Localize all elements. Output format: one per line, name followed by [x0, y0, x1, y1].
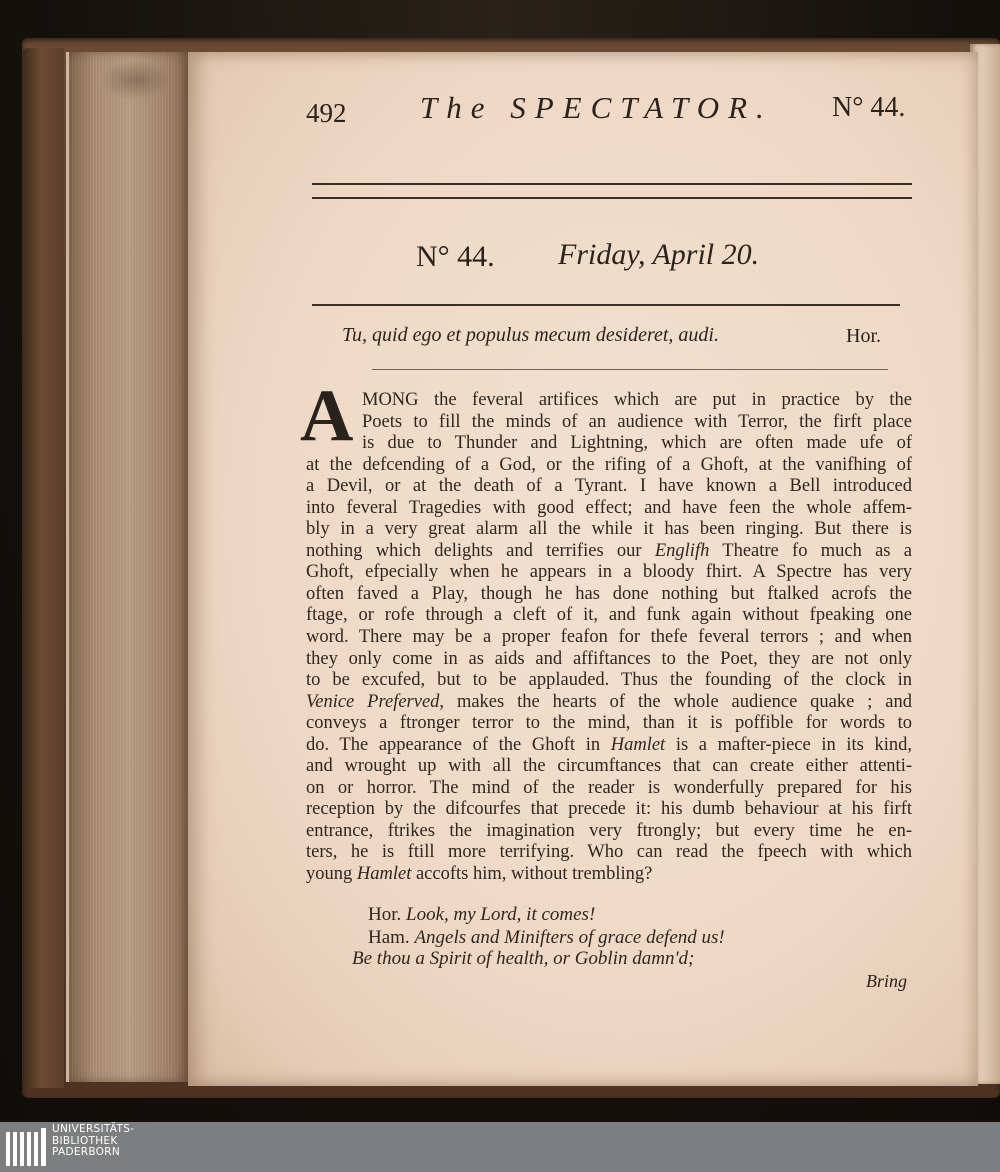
- issue-date: Friday, April 20.: [558, 238, 760, 271]
- body-line: Ghoft, efpecially when he appears in a bloody fhirt. A Spectre has very: [306, 562, 912, 583]
- verse-line: [368, 904, 595, 926]
- page-edges: [66, 52, 190, 1082]
- verse-text: Angels and Minifters of grace defend us!: [414, 927, 725, 948]
- motto-rule: [372, 369, 888, 370]
- body-line: nothing which delights and terrifies our Englifh Theatre fo much as a: [306, 540, 912, 561]
- body-line: is due to Thunder and Lightning, which are often made ufe of: [362, 433, 912, 454]
- article-body: [306, 390, 912, 886]
- drop-cap: A: [300, 375, 354, 457]
- body-line: they only come in as aids and affiftances to the Poet, they are not only: [306, 648, 912, 669]
- library-name-line: BIBLIOTHEK: [52, 1134, 118, 1147]
- body-line: often faved a Play, though he has done nothing but ftalked acrofs the: [306, 583, 912, 604]
- library-name: [52, 1124, 134, 1159]
- issue-number: N° 44.: [416, 240, 495, 273]
- body-line: reception by the difcourfes that precede it: his dumb behaviour at his firft: [306, 799, 912, 820]
- body-line: Venice Preferved, makes the hearts of the whole audience quake ; and: [306, 691, 912, 712]
- running-title: The SPECTATOR.: [420, 90, 773, 125]
- header-rule-top: [312, 183, 912, 185]
- library-footer: [0, 1122, 1000, 1172]
- stain: [100, 60, 170, 100]
- body-line: on or horror. The mind of the reader is wonderfully prepared for his: [306, 777, 912, 798]
- verse-line: [352, 948, 694, 970]
- body-line: word. There may be a proper feafon for thefe feveral terrors ; and when: [306, 627, 912, 648]
- verse-speaker: Ham.: [368, 927, 410, 948]
- body-line: do. The appearance of the Ghoft in Hamlet is a mafter-piece in its kind,: [306, 734, 912, 755]
- body-line: a Devil, or at the death of a Tyrant. I have known a Bell introduced: [306, 476, 912, 497]
- catchword: Bring: [866, 971, 908, 991]
- running-issue-number: N° 44.: [832, 92, 906, 123]
- motto-source: Hor.: [846, 325, 881, 347]
- body-line: young Hamlet accofts him, without trembling?: [306, 864, 653, 885]
- verse-speaker: Hor.: [368, 904, 402, 925]
- body-line: into feveral Tragedies with good effect; and have feen the whole affem-: [306, 497, 912, 518]
- verse-text: Look, my Lord, it comes!: [406, 904, 596, 925]
- verse-text: Be thou a Spirit of health, or Goblin damn'd;: [352, 948, 695, 969]
- body-line: Poets to fill the minds of an audience with Terror, the firft place: [362, 411, 912, 432]
- library-name-line: PADERBORN: [52, 1146, 120, 1158]
- issue-rule: [312, 304, 900, 306]
- library-name-line: UNIVERSITÄTS-: [52, 1123, 135, 1135]
- body-line: conveys a ftronger terror to the mind, than it is poffible for words to: [306, 713, 912, 734]
- book-spine-edge: [22, 48, 64, 1088]
- body-line: and wrought up with all the circumftances that can create either attenti-: [306, 756, 912, 777]
- body-line: at the defcending of a God, or the rifing of a Ghoft, at the vanifhing of: [306, 454, 912, 475]
- header-rule-bottom: [312, 197, 912, 199]
- body-line: entrance, ftrikes the imagination very ftrongly; but every time he en-: [306, 820, 912, 841]
- motto: Tu, quid ego et populus mecum desideret, audi.: [342, 324, 719, 346]
- body-line: bly in a very great alarm all the while it has been ringing. But there is: [306, 519, 912, 540]
- library-logo-icon: [4, 1126, 50, 1168]
- body-line: ftage, or rofe through a cleft of it, and funk again without fpeaking one: [306, 605, 912, 626]
- verse-line: [368, 927, 725, 949]
- body-line: to be excufed, but to be applauded. Thus the founding of the clock in: [306, 670, 912, 691]
- body-line: ters, he is ftill more terrifying. Who can read the fpeech with which: [306, 842, 912, 863]
- body-line: MONG the feveral artifices which are put in practice by the: [362, 390, 912, 410]
- page-number: 492: [306, 98, 347, 128]
